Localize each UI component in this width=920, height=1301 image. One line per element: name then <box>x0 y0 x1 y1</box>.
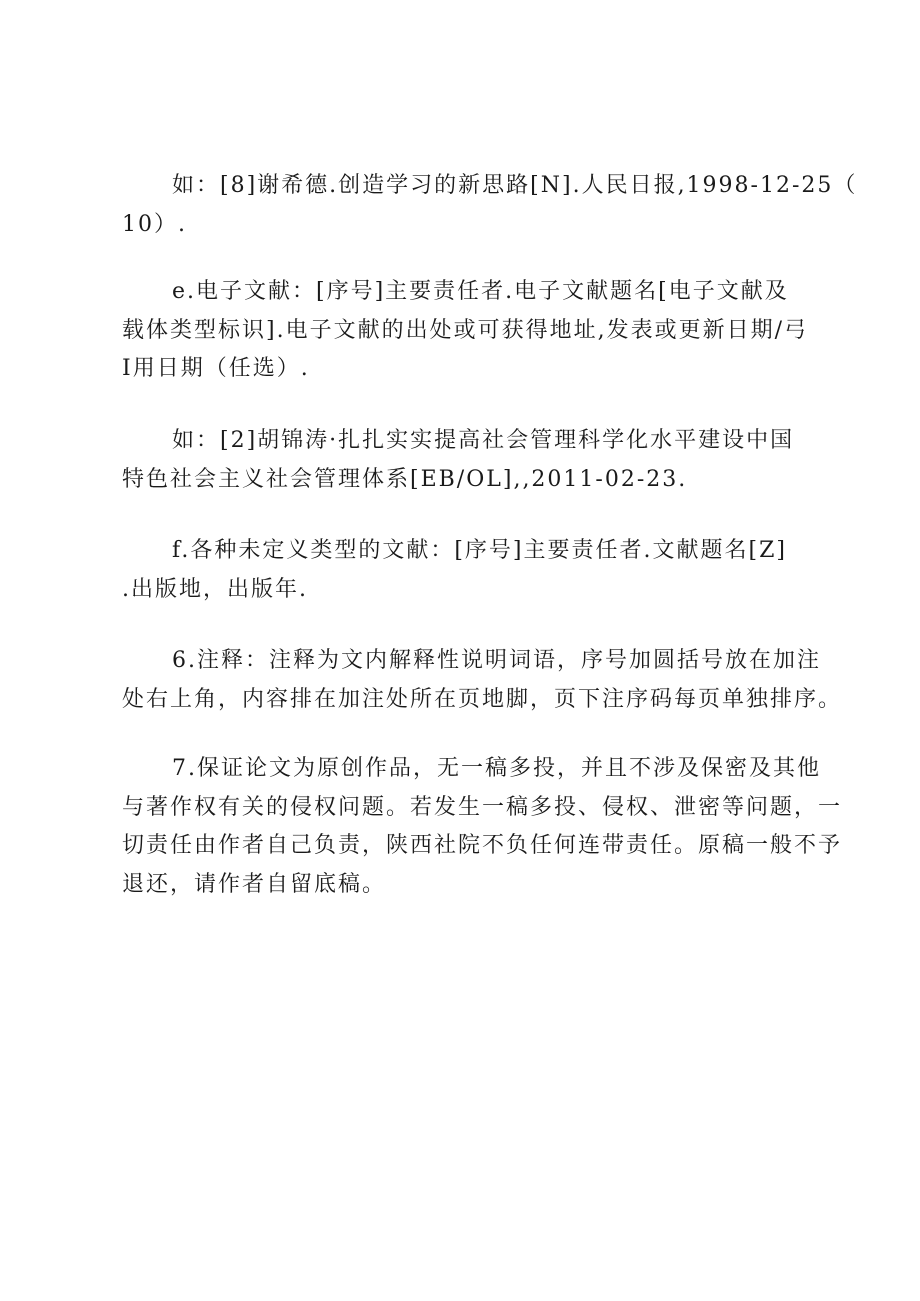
reference-example-newspaper <box>122 167 858 244</box>
text-line: 如：[2]胡锦涛·扎扎实实提高社会管理科学化水平建设中国 <box>172 428 795 453</box>
text-line: e.电子文献：[序号]主要责任者.电子文献题名[电子文献及 <box>172 279 789 304</box>
text-line: 10）. <box>122 211 187 237</box>
originality-rule <box>122 750 843 904</box>
text-line: f.各种未定义类型的文献：[序号]主要责任者.文献题名[Z] <box>172 538 787 563</box>
text-line: 与著作权有关的侵权问题。若发生一稿多投、侵权、泄密等问题，一 <box>122 794 843 820</box>
reference-rule-undefined <box>122 532 822 609</box>
reference-example-electronic <box>122 422 822 499</box>
text-line: .出版地，出版年. <box>122 576 308 602</box>
text-line: 载体类型标识].电子文献的出处或可获得地址,发表或更新日期/弓 <box>122 317 808 343</box>
text-line: 如：[8]谢希德.创造学习的新思路[N].人民日报,1998-12-25（ <box>172 173 858 198</box>
text-line: I用日期（任选）. <box>122 356 310 381</box>
reference-rule-electronic <box>122 273 822 389</box>
text-line: 6.注释：注释为文内解释性说明词语，序号加圆括号放在加注 <box>172 648 821 673</box>
annotation-rule <box>122 642 843 719</box>
text-line: 退还，请作者自留底稿。 <box>122 871 387 897</box>
text-line: 切责任由作者自己负责，陕西社院不负任何连带责任。原稿一般不予 <box>122 833 843 858</box>
text-line: 处右上角，内容排在加注处所在页地脚，页下注序码每页单独排序。 <box>122 686 843 712</box>
text-line: 7.保证论文为原创作品，无一稿多投，并且不涉及保密及其他 <box>172 756 821 781</box>
text-line: 特色社会主义社会管理体系[EB/OL],,2011-02-23. <box>122 466 688 492</box>
